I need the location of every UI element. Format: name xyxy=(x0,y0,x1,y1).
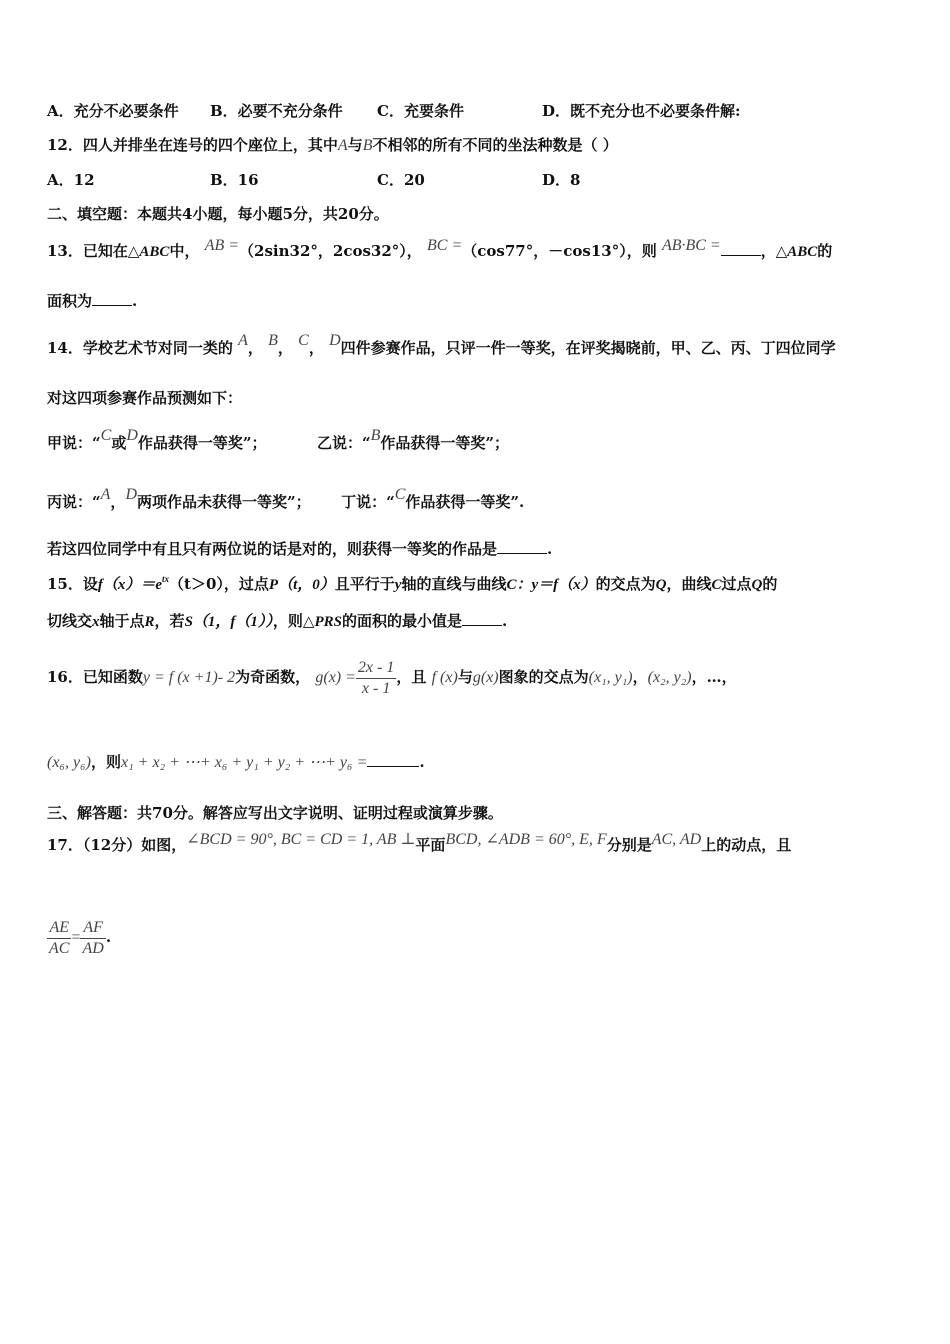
q16-t4: 与 xyxy=(457,668,473,686)
q15-point-p: P（t，0） xyxy=(268,577,335,593)
q14-line5 xyxy=(47,538,552,560)
q13-text-tail-pre: ，△ xyxy=(760,242,788,260)
q14-jia-c: C xyxy=(100,427,112,444)
q17-cond-2: BCD, ∠ADB = 60°, E, F xyxy=(445,831,607,848)
q16-g-def: g(x) = xyxy=(315,669,356,686)
q15-q: Q xyxy=(655,577,667,593)
q17-t2: 分别是 xyxy=(606,836,652,854)
q16-denominator: x - 1 xyxy=(361,679,391,697)
q17-ae: AE xyxy=(47,918,71,939)
q15-t1: 15．设 xyxy=(47,575,98,593)
q15-t13: 的面积的最小值是 xyxy=(341,612,462,630)
q13-line2 xyxy=(47,290,137,312)
q16-t2: 为奇函数， xyxy=(235,668,311,686)
q14-bing-pre: 丙说：“ xyxy=(47,493,101,511)
q14-ding-post: 作品获得一等奖”. xyxy=(405,493,525,511)
q12-text-pre: 12．四人并排坐在连号的四个座位上，其中 xyxy=(47,136,338,154)
section-3-heading: 三、解答题：共70分。解答应写出文字说明、证明过程或演算步骤。 xyxy=(47,804,503,822)
q17-ac: AC xyxy=(49,939,70,957)
q16-line1: 16．已知函数y = f (x +1)- 2为奇函数， g(x) = $\frac{2x - 1}{x - 1}$ ，且 f (x)与g(x)图象的交点为(x₁, y₁)，(x₂, y₂)，…， xyxy=(47,658,737,697)
q16-end: . xyxy=(419,753,425,771)
q15-t8: 的 xyxy=(762,575,778,593)
q16-t5: 图象的交点为 xyxy=(498,668,589,686)
q14-blank xyxy=(497,539,547,554)
q15-q2: Q xyxy=(751,577,763,593)
q14-yi-post: 作品获得一等奖”； xyxy=(380,434,510,452)
q12-option-c: C．20 xyxy=(377,171,425,189)
q12-var-a: A xyxy=(337,137,348,154)
q15-t4: 轴的直线与曲线 xyxy=(401,575,507,593)
q11-option-b: B．必要不充分条件 xyxy=(210,102,343,120)
q13-vector-ab-value: （2sin32°，2cos32°）， xyxy=(239,242,422,260)
q15-end: . xyxy=(501,612,508,630)
q11-option-a: A．充分不必要条件 xyxy=(47,102,179,120)
q17-ac-ad: AC, AD xyxy=(651,831,702,848)
q17-line1 xyxy=(47,831,792,857)
q12-text-mid: 与 xyxy=(347,136,363,154)
q15-t7: 过点 xyxy=(721,575,752,593)
q16-function: y = f (x +1)- 2 xyxy=(142,669,236,686)
q17-t3: 上的动点，且 xyxy=(701,836,792,854)
q14-letter-c: C xyxy=(298,332,309,349)
q15-r: R xyxy=(144,614,155,630)
q15-fx: f（x）＝e xyxy=(97,577,163,593)
q14-letter-b: B xyxy=(268,332,278,349)
q14-bing-post: 两项作品未获得一等奖”； xyxy=(137,493,311,511)
q16-t3: ，且 xyxy=(396,668,427,686)
q13-vector-bc: BC = xyxy=(427,237,463,254)
q16-point-6: (x₆, y₆) xyxy=(47,754,91,771)
q13-triangle-abc-2: ABC xyxy=(787,244,818,260)
q12-stem xyxy=(47,134,618,157)
q15-point-s: S（1，f（1）） xyxy=(184,614,273,630)
q12-text-post: 不相邻的所有不同的坐法种数是（ ） xyxy=(372,136,618,154)
q15-t3: 且平行于 xyxy=(334,575,395,593)
q14-stem: 14．学校艺术节对同一类的 A， B， C， D四件参赛作品，只评一件一等奖，在评奖揭晓前，甲、乙、丙、丁四位同学 xyxy=(47,332,836,357)
q16-sum: x₁ + x₂ + ⋯+ x₆ + y₁ + y₂ + ⋯+ y₆ = xyxy=(121,754,368,771)
q13-text-zh: 中， xyxy=(169,242,200,260)
q16-g: g(x) xyxy=(472,669,499,686)
q11-option-c: C．充要条件 xyxy=(377,102,464,120)
q17-plane: 平面 xyxy=(415,836,446,854)
q14-ding-pre: 丁说：“ xyxy=(341,493,395,511)
q16-blank xyxy=(367,752,419,767)
q14-line3 xyxy=(47,427,510,455)
q17-line2: $\frac{AE}{AC}$ = $\frac{AF}{AD}$ . xyxy=(49,918,112,957)
q15-blank xyxy=(462,611,502,626)
q15-t2: （t＞0），过点 xyxy=(169,575,269,593)
q14-jia-pre: 甲说：“ xyxy=(47,434,101,452)
q15-t12: ，则△ xyxy=(272,612,315,630)
q15-x: x xyxy=(92,614,100,630)
section-2-heading: 二、填空题：本题共4小题，每小题5分，共20分。 xyxy=(47,205,389,223)
q12-option-d: D．8 xyxy=(542,171,581,189)
q14-bing-d: D xyxy=(125,486,137,503)
q16-numerator: 2x - 1 xyxy=(356,658,396,679)
q15-prs: PRS xyxy=(314,614,342,630)
q14-letter-d: D xyxy=(329,332,341,349)
q15-t6: ，曲线 xyxy=(666,575,712,593)
q12-options xyxy=(47,169,907,191)
q14-text-pre: 14．学校艺术节对同一类的 xyxy=(47,339,233,357)
q17-ad: AD xyxy=(82,939,104,957)
q14-yi-b: B xyxy=(370,427,381,444)
q11-options xyxy=(47,100,907,122)
q17-cond-1: ∠BCD = 90°, BC = CD = 1, AB ⊥ xyxy=(186,831,416,848)
q13-vector-ab: AB = xyxy=(204,237,240,254)
q14-text-post: 四件参赛作品，只评一件一等奖，在评奖揭晓前，甲、乙、丙、丁四位同学 xyxy=(340,339,836,357)
q13-blank-2 xyxy=(92,291,132,306)
q15-curve: C：y＝f（x） xyxy=(506,577,596,593)
q14-question: 若这四位同学中有且只有两位说的话是对的，则获得一等奖的作品是 xyxy=(47,540,498,558)
q11-option-d: D．既不充分也不必要条件解: xyxy=(542,102,741,120)
q14-ding-c: C xyxy=(394,486,406,503)
q13-area-label: 面积为 xyxy=(47,292,93,310)
q15-t10: 轴于点 xyxy=(99,612,145,630)
q14-bing-a: A xyxy=(100,486,111,503)
q14-end: . xyxy=(547,540,553,558)
q15-t5: 的交点为 xyxy=(595,575,656,593)
q16-t6: ，则 xyxy=(90,753,121,771)
q14-line2: 对这四项参赛作品预测如下： xyxy=(47,389,243,407)
q13-stem xyxy=(47,237,833,263)
q13-text-tail-post: 的 xyxy=(817,242,833,260)
q14-letter-a: A xyxy=(238,332,248,349)
q15-sup: tx xyxy=(162,574,170,584)
q14-yi-pre: 乙说：“ xyxy=(317,434,371,452)
q17-end: . xyxy=(105,928,112,946)
q15-c2: C xyxy=(711,577,722,593)
q16-point-2: (x₂, y₂) xyxy=(647,669,692,686)
q13-blank-1 xyxy=(721,241,761,256)
q13-triangle-abc: ABC xyxy=(139,244,170,260)
q16-line2 xyxy=(47,747,425,778)
q12-var-b: B xyxy=(362,137,373,154)
q15-t9: 切线交 xyxy=(47,612,93,630)
q14-jia-or: 或 xyxy=(111,434,127,452)
q13-text-pre: 13．已知在△ xyxy=(47,242,140,260)
q17-af: AF xyxy=(80,918,105,939)
q14-jia-d: D xyxy=(126,427,138,444)
q14-jia-post: 作品获得一等奖”； xyxy=(137,434,267,452)
q16-f: f (x) xyxy=(431,669,458,686)
q17-fraction-ae-ac xyxy=(47,918,71,959)
q15-y: y xyxy=(394,577,402,593)
q16-t1: 16．已知函数 xyxy=(47,668,143,686)
q12-option-a: A．12 xyxy=(47,171,95,189)
q16-fraction xyxy=(356,658,396,699)
q17-t1: 17．（12分）如图， xyxy=(47,836,187,854)
q15-line2 xyxy=(47,610,507,633)
q13-dot-product: AB∙BC = xyxy=(661,237,721,254)
q15-line1 xyxy=(47,573,777,597)
q16-dots: ，…， xyxy=(691,668,737,686)
q15-t11: ，若 xyxy=(154,612,185,630)
q12-option-b: B．16 xyxy=(210,171,259,189)
q13-vector-bc-value: （cos77°，－cos13°），则 xyxy=(462,242,657,260)
q13-end: . xyxy=(132,292,138,310)
q16-point-1: (x₁, y₁) xyxy=(588,669,633,686)
q17-fraction-af-ad xyxy=(80,918,105,959)
q14-line4: 丙说：“A，D两项作品未获得一等奖”； 丁说：“C作品获得一等奖”. xyxy=(47,486,525,511)
